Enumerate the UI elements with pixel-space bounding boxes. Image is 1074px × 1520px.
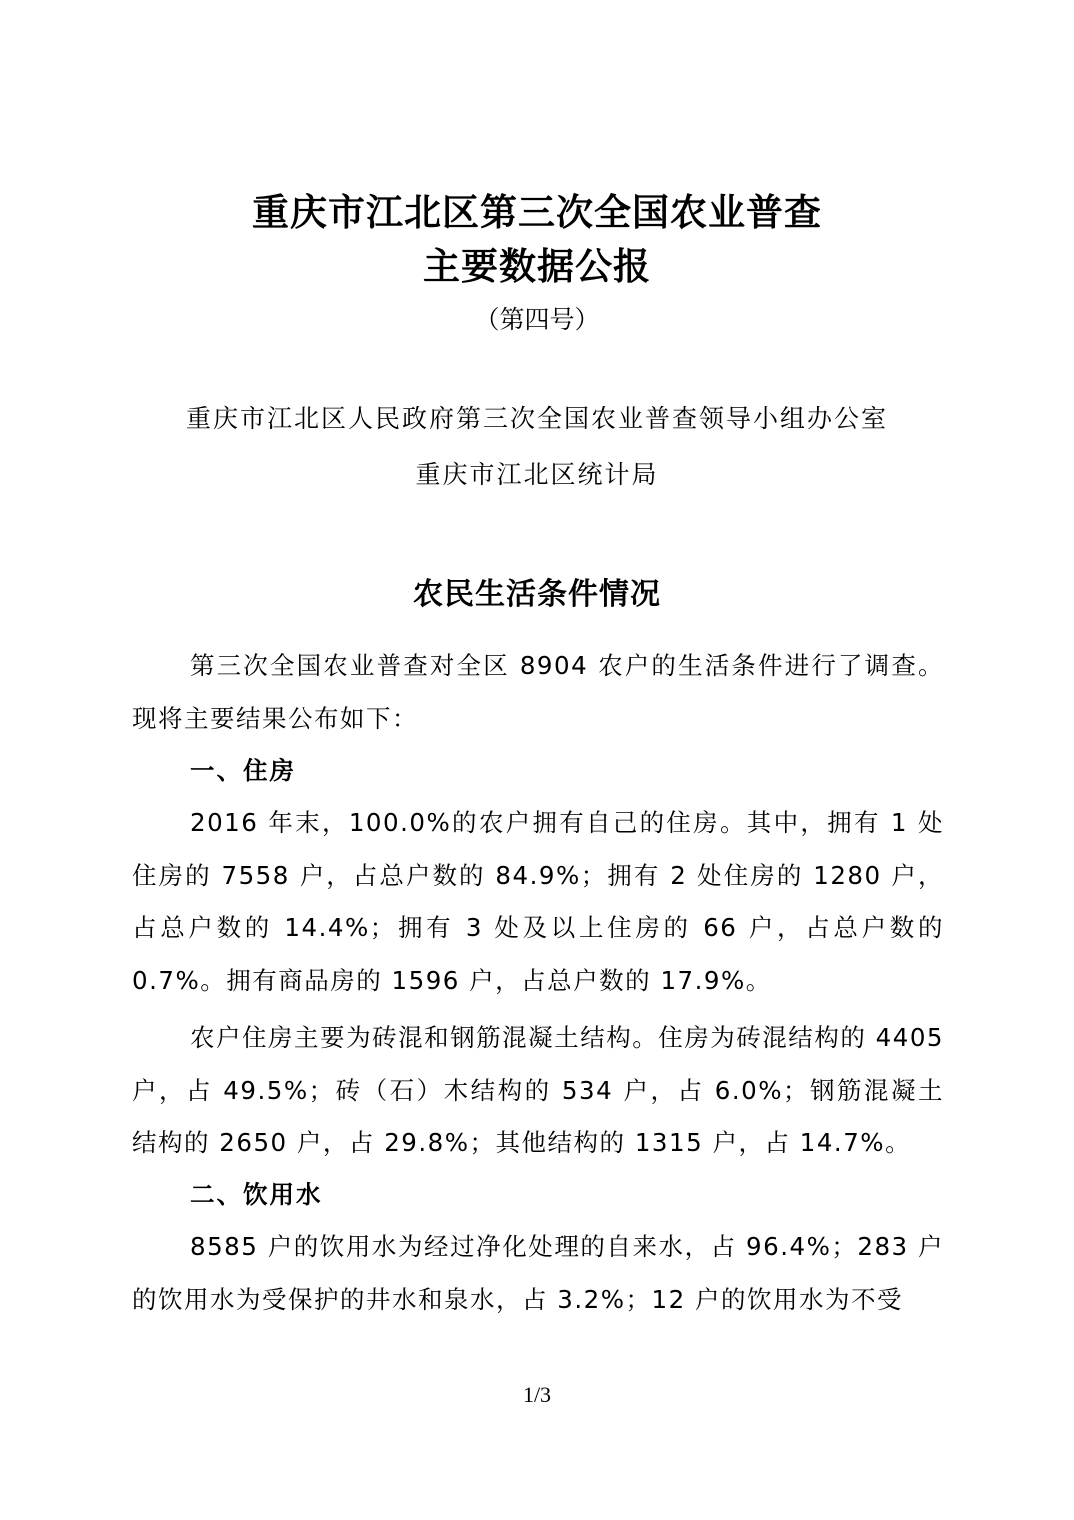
housing-paragraph-1: 2016 年末，100.0%的农户拥有自己的住房。其中，拥有 1 处住房的 7558 户，占总户数的 84.9%；拥有 2 处住房的 1280 户，占总户数的 14.4%；拥有 3 处及以上住房的 66 户，占总户数的 0.7%。拥有商品房的 1596 户，占总户数的 17.9%。 xyxy=(132,808,944,995)
heading-drinking-water: 二、饮用水 xyxy=(190,1180,323,1209)
water-paragraph-1: 8585 户的饮用水为经过净化处理的自来水，占 96.4%；283 户的饮用水为受保护的井水和泉水，占 3.2%；12 户的饮用水为不受 xyxy=(132,1232,944,1314)
page-number: 1/3 xyxy=(522,1382,552,1407)
report-title-line-2: 主要数据公报 xyxy=(423,244,651,288)
report-title-line-1: 重庆市江北区第三次全国农业普查 xyxy=(252,190,822,234)
issuer-office: 重庆市江北区人民政府第三次全国农业普查领导小组办公室 xyxy=(185,404,888,433)
issue-number: （第四号） xyxy=(474,305,600,334)
issuer-bureau: 重庆市江北区统计局 xyxy=(415,460,659,489)
section-title: 农民生活条件情况 xyxy=(413,577,661,612)
intro-paragraph: 第三次全国农业普查对全区 8904 农户的生活条件进行了调查。现将主要结果公布如下： xyxy=(132,651,944,733)
housing-paragraph-2: 农户住房主要为砖混和钢筋混凝土结构。住房为砖混结构的 4405 户，占 49.5%；砖（石）木结构的 534 户，占 6.0%；钢筋混凝土结构的 2650 户，占 29.8%；其他结构的 1315 户，占 14.7%。 xyxy=(132,1023,944,1157)
heading-housing: 一、住房 xyxy=(190,756,296,785)
